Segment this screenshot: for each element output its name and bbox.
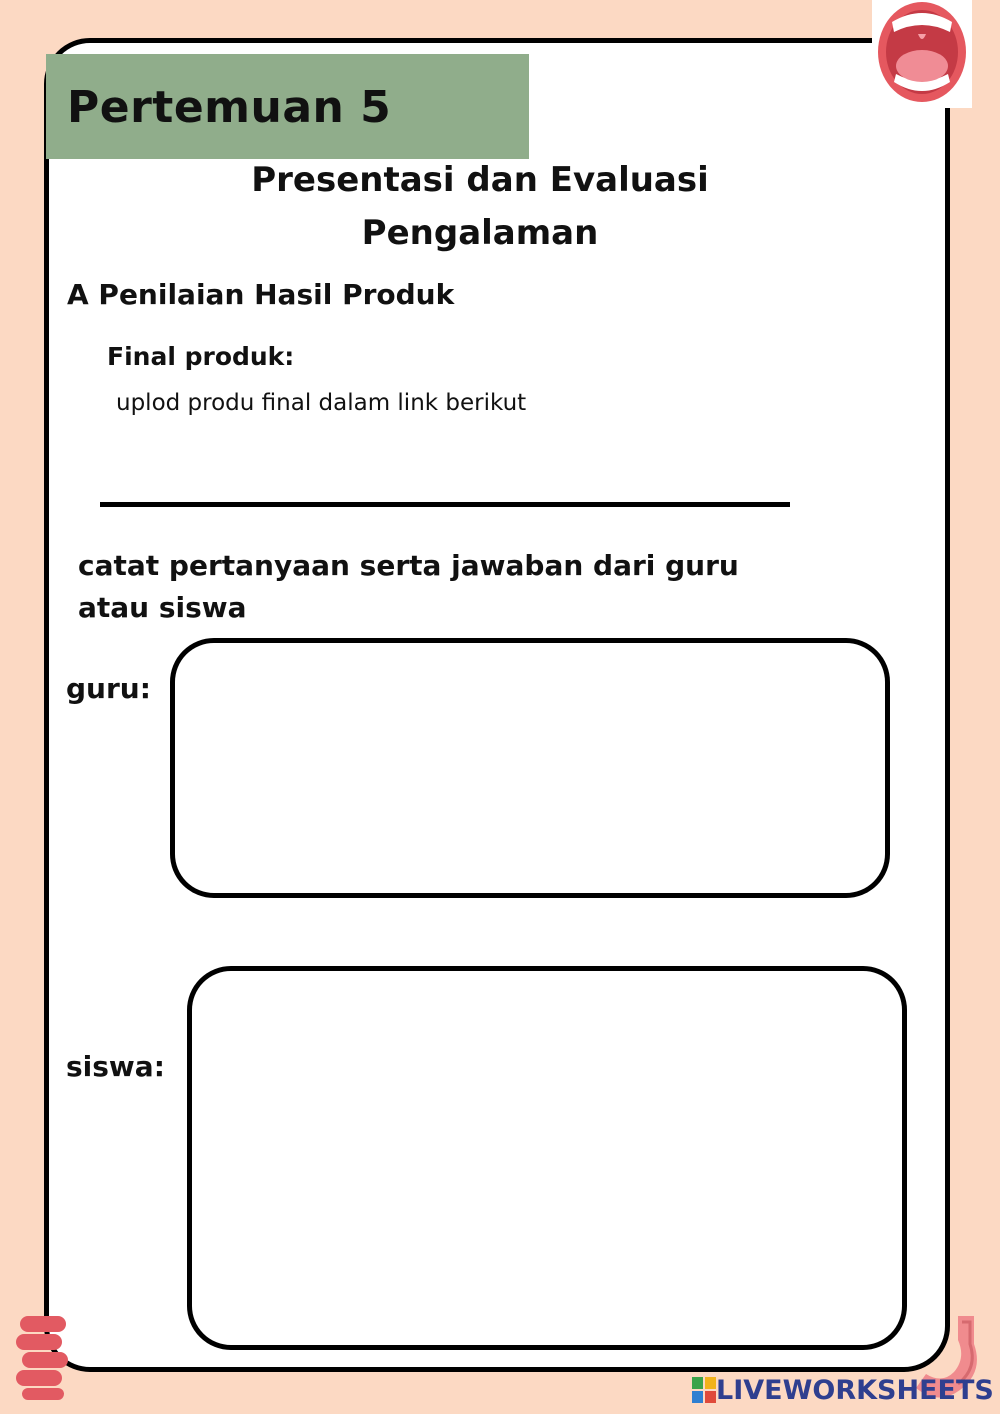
page-title: Pertemuan 5 bbox=[67, 82, 392, 133]
siswa-answer-box[interactable] bbox=[187, 966, 907, 1350]
guru-label: guru: bbox=[66, 672, 151, 705]
subtitle-line-1: Presentasi dan Evaluasi bbox=[251, 160, 709, 200]
liveworksheets-brand bbox=[692, 1374, 994, 1406]
section-title: A Penilaian Hasil Produk bbox=[67, 278, 455, 311]
subtitle-line-2: Pengalaman bbox=[361, 213, 599, 253]
link-answer-line[interactable] bbox=[100, 502, 790, 507]
question-instruction: catat pertanyaan serta jawaban dari guru atau siswa bbox=[78, 549, 739, 624]
guru-answer-box[interactable] bbox=[170, 638, 890, 898]
intestine-icon bbox=[14, 1314, 70, 1400]
siswa-label: siswa: bbox=[66, 1050, 165, 1083]
brand-name: LIVEWORKSHEETS bbox=[716, 1374, 994, 1406]
mouth-icon bbox=[872, 0, 972, 108]
liveworksheets-logo-icon bbox=[692, 1377, 716, 1403]
upload-instruction: uplod produ final dalam link berikut bbox=[116, 390, 527, 416]
final-product-label: Final produk: bbox=[107, 342, 295, 371]
